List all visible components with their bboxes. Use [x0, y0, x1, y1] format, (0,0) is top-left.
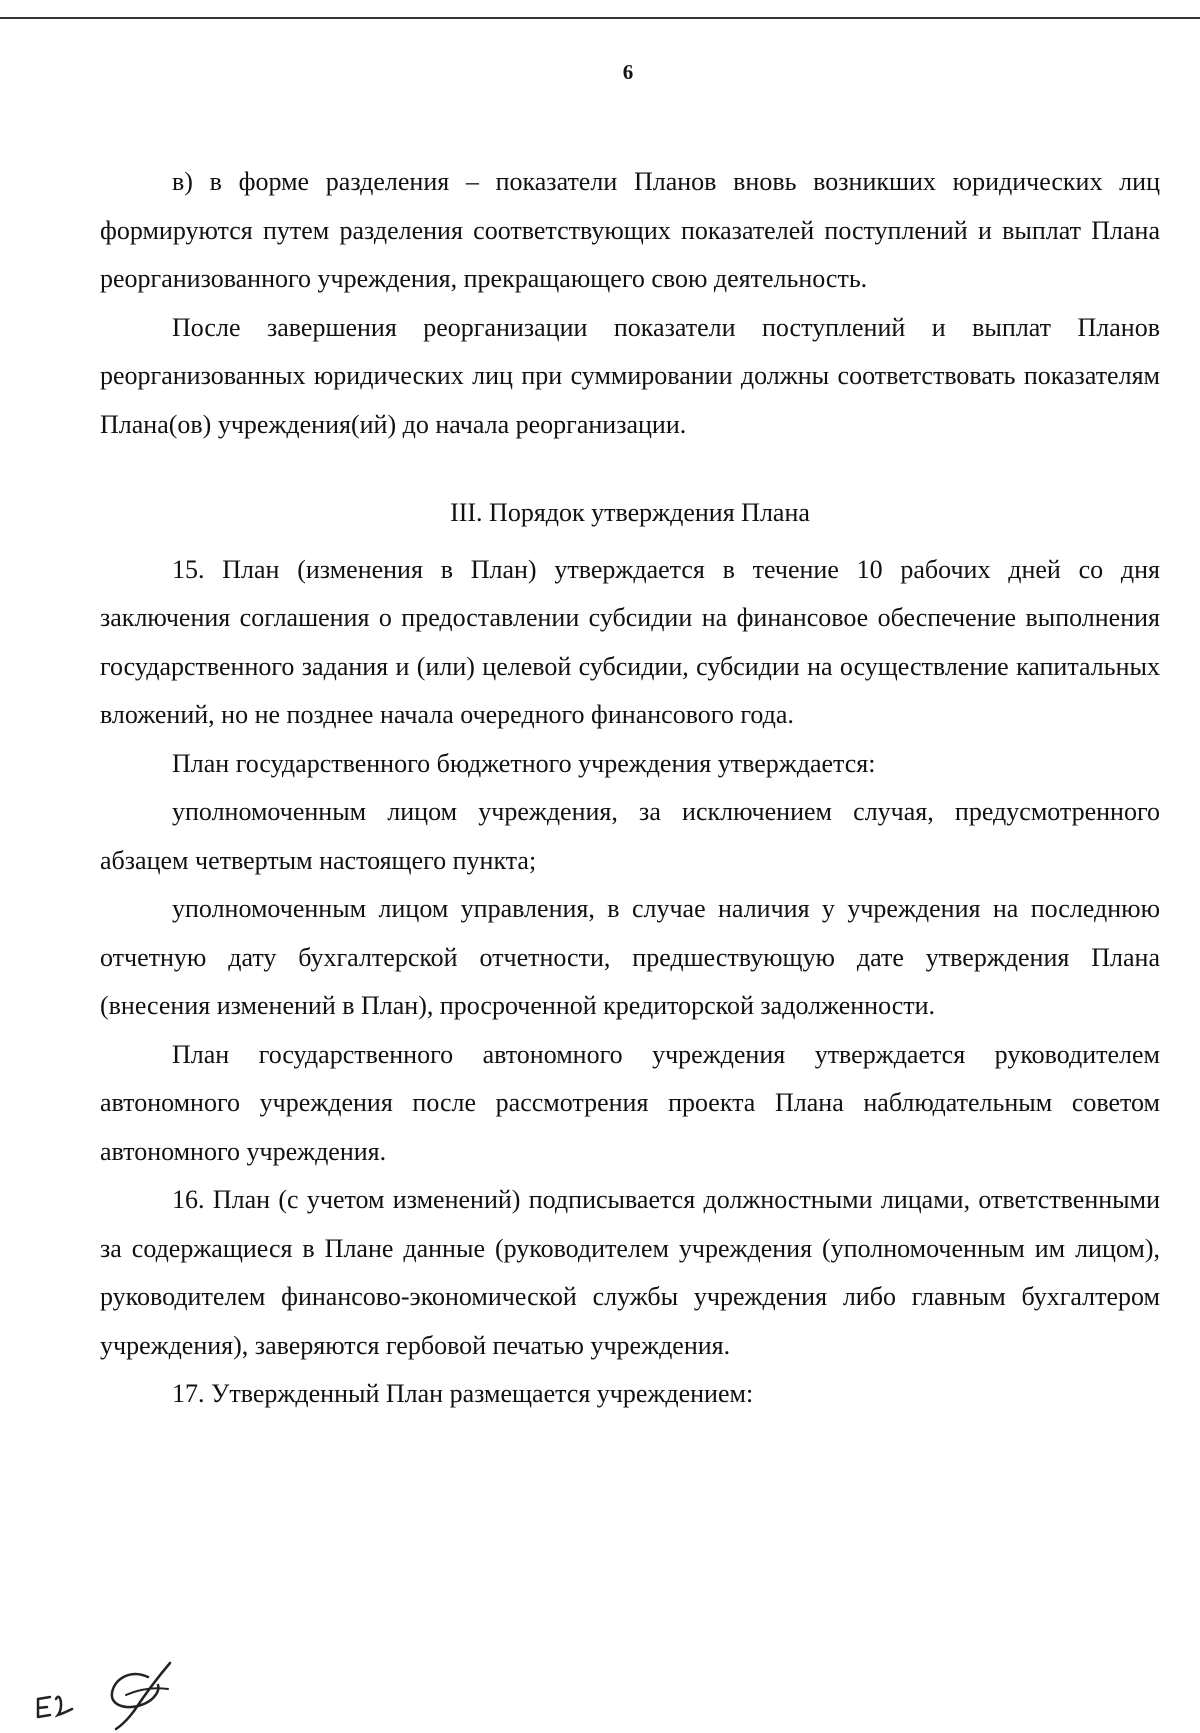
paragraph-budget-institution-approval: План государственного бюджетного учреждения утверждается: — [172, 748, 876, 778]
paragraph-16: 16. План (с учетом изменений) подписывается должностными лицами, ответственными за содержащиеся в Плане данные (руководителем учреждения (уполномоченным им лицом), руководителем финансово-экономической службы учреждения либо главным бухгалтером учреждения), заверяются гербовой печатью учреждения. — [100, 1185, 1160, 1360]
section-heading: III. Порядок утверждения Плана — [450, 498, 810, 527]
page-top-rule — [0, 17, 1200, 19]
document-body — [100, 158, 1160, 1419]
paragraph-reorganization-division: в) в форме разделения – показатели Планов вновь возникших юридических лиц формируются путем разделения соответствующих показателей поступлений и выплат Плана реорганизованного учреждения, прекращающего свою деятельность. — [100, 167, 1160, 293]
page-number: 6 — [622, 60, 634, 84]
paragraph-15: 15. План (изменения в План) утверждается в течение 10 рабочих дней со дня заключения соглашения о предоставлении субсидии на финансовое обеспечение выполнения государственного задания и (или) целевой субсидии, субсидии на осуществление капитальных вложений, но не позднее начала очередного финансового года. — [100, 554, 1160, 729]
paragraph-17: 17. Утвержденный План размещается учреждением: — [172, 1379, 754, 1408]
paragraph-autonomous-institution-approval: План государственного автономного учреждения утверждается руководителем автономного учреждения после рассмотрения проекта Плана наблюдательным советом автономного учреждения. — [100, 1039, 1160, 1166]
paragraph-reorganization-completion: После завершения реорганизации показатели поступлений и выплат Планов реорганизованных юридических лиц при суммировании должны соответствовать показателям Плана(ов) учреждения(ий) до начала реорганизации. — [100, 312, 1160, 439]
paragraph-authorized-person-institution: уполномоченным лицом учреждения, за исключением случая, предусмотренного абзацем четвертым настоящего пункта; — [100, 797, 1160, 875]
paragraph-authorized-person-department: уполномоченным лицом управления, в случае наличия у учреждения на последнюю отчетную дату бухгалтерской отчетности, предшествующую дате утверждения Плана (внесения изменений в План), просроченной кредиторской задолженности. — [100, 894, 1160, 1020]
handwritten-signature — [30, 1655, 190, 1733]
